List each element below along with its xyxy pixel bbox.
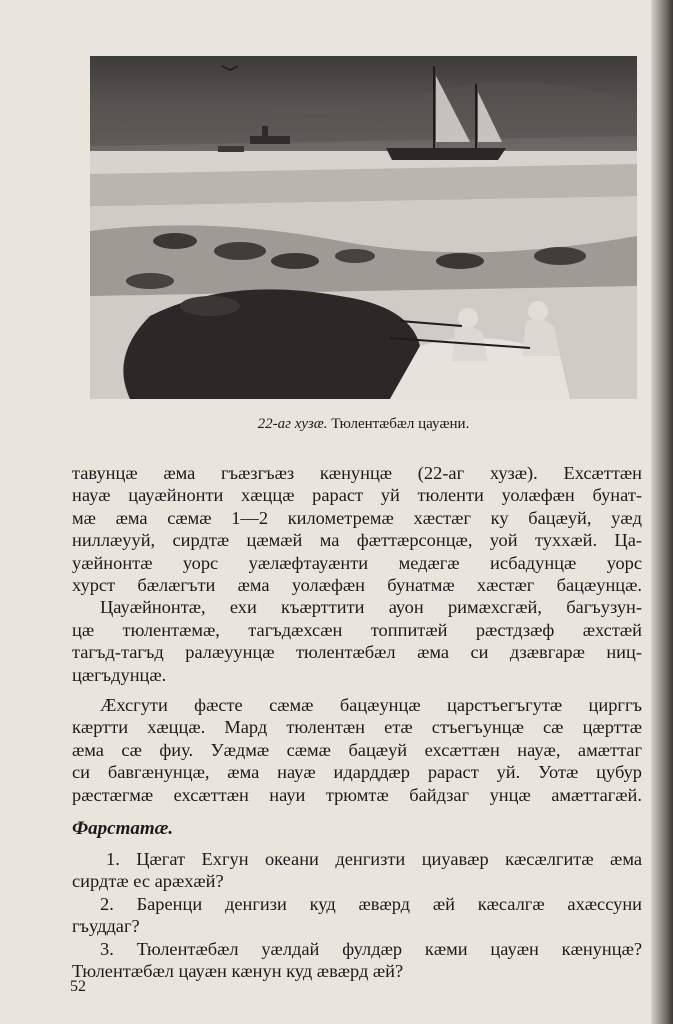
text-line: Цауæйнонтæ, ехи къæрттити ауон римæхсгæй, багъузун- [100,597,642,618]
paragraph-1 [72,462,642,596]
body-text [72,462,642,806]
text-line: тавунцæ æма гъæзгъæз кæнунцæ (22-аг хузæ). Ехсæттæн [72,463,642,483]
figure-title: Тюлентæбæл цауæни. [331,416,470,432]
text-line: си бавгæнунцæ, æма науæ идарддæр рараст уй. Уотæ цубур [72,762,642,783]
text-line: æма сæ фиу. Уæдмæ сæмæ бацæуй ехсæттæн науæ, амæттаг [72,739,642,760]
text-line: хурст бæлæгъти æма уолæфæн бунатмæ хæстæг бацæунцæ. [72,575,642,596]
text-line: кæртти хæццæ. Мард тюлентæн етæ стъегъунцæ сæ цæрттæ [72,717,642,738]
text-line: тагъд-тагъд ралæуунцæ тюлентæбæл æма си дзæвгарæ ниц- [72,642,642,663]
text-line: Тюлентæбæл цауæн кæнун куд æвæрд æй? [72,961,404,982]
text-line: 2. Баренци денгизи куд æвæрд æй кæсалгæ ахæссуни [100,893,642,914]
page-number: 52 [70,978,86,995]
text-line: науæ цауæйнонти хæццæ рараст уй тюленти уолæфæн бунат- [72,485,642,506]
paragraph-3 [72,694,642,806]
figure-caption [90,416,637,433]
text-line: 3. Тюлентæбæл уæлдай фулдæр кæми цауæн кæнунцæ? [100,938,642,959]
text-line: мæ æма сæмæ 1—2 километремæ хæстæг ку бацæуй, уæд [72,507,642,528]
questions-list [72,848,642,982]
text-line: сирдтæ ес арæхæй? [72,871,224,892]
question-1 [72,848,642,893]
text-line: рæстæгмæ ехсæттæн науи трюмтæ байдзаг унцæ амæттагæй. [72,784,642,805]
text-line: цæгъдунцæ. [72,664,167,685]
page-edge-shadow [651,0,673,1024]
seal-hunting-illustration [90,56,637,399]
question-3 [72,938,642,983]
text-line: гъуддаг? [72,916,140,937]
text-line: Æхсгути фæсте сæмæ бацæунцæ царстъегъгутæ цирггъ [100,695,642,716]
text-line: 1. Цæгат Ехгун океани денгизти циуавæр кæсæлгитæ æма [106,849,642,869]
figure-label: 22-аг хузæ. [257,416,328,432]
text-line: цæ тюлентæмæ, тагъдæхсæн топпитæй рæстдзæф æхстæй [72,619,642,640]
question-2 [72,893,642,938]
paragraph-2 [72,596,642,686]
text-line: уæйнонтæ уорс уæлæфтауæнти медæгæ исбадунцæ уорс [72,552,642,573]
text-line: ниллæууй, сирдтæ цæмæй ма фæттæрсонцæ, уой туххæй. Ца- [72,530,642,551]
questions-heading: Фарстатæ. [72,818,174,839]
